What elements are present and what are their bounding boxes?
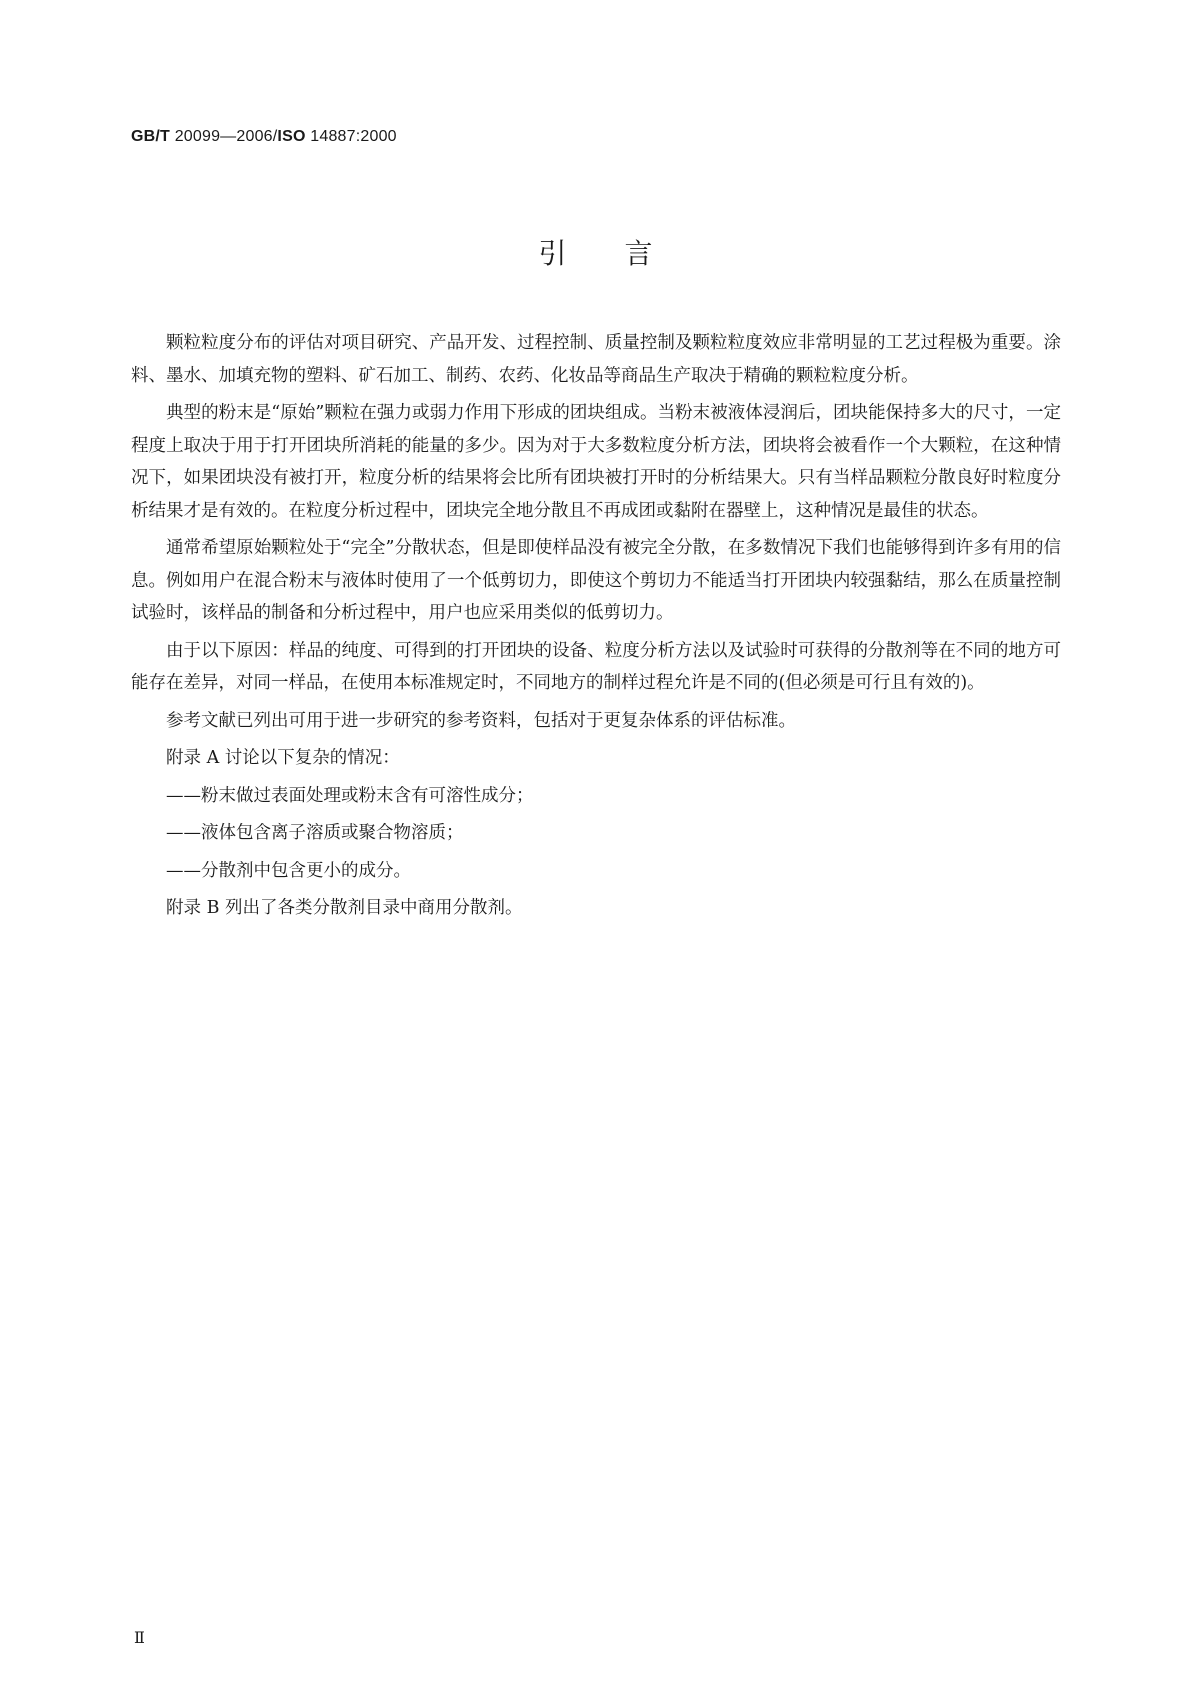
document-body (131, 327, 1061, 930)
standard-code-header (131, 128, 397, 146)
standard-code-number: 20099—2006/ (174, 128, 278, 145)
annex-a-intro: 附录 A 讨论以下复杂的情况： (166, 748, 400, 768)
paragraph-agglomerates: 典型的粉末是“原始”颗粒在强力或弱力作用下形成的团块组成。当粉末被液体浸润后，团块能保持多大的尺寸，一定程度上取决于用于打开团块所消耗的能量的多少。因为对于大多数粒度分析方法，团块将会被看作一个大颗粒，在这种情况下，如果团块没有被打开，粒度分析的结果将会比所有团块被打开时的分析结果大。只有当样品颗粒分散良好时粒度分析结果才是有效的。在粒度分析过程中，团块完全地分散且不再成团或黏附在器壁上，这种情况是最佳的状态。 (131, 403, 1061, 521)
standard-code-iso-number: 14887:2000 (310, 128, 397, 145)
page-number: Ⅱ (134, 1630, 145, 1647)
annex-a-item-smaller-components: ——分散剂中包含更小的成分。 (166, 860, 411, 881)
annex-b-text: 附录 B 列出了各类分散剂目录中商用分散剂。 (166, 898, 523, 918)
standard-code-iso: ISO (277, 128, 306, 145)
paragraph-importance: 颗粒粒度分布的评估对项目研究、产品开发、过程控制、质量控制及颗粒粒度效应非常明显的工艺过程极为重要。涂料、墨水、加填充物的塑料、矿石加工、制药、农药、化妆品等商品生产取决于精确的颗粒粒度分析。 (131, 333, 1061, 386)
page-title: 引言 (538, 237, 711, 270)
standard-code-gb: GB/T (131, 128, 171, 145)
paragraph-sample-preparation: 由于以下原因：样品的纯度、可得到的打开团块的设备、粒度分析方法以及试验时可获得的分散剂等在不同的地方可能存在差异，对同一样品，在使用本标准规定时，不同地方的制样过程允许是不同的(但必须是可行且有效的)。 (131, 640, 1061, 693)
annex-a-item-ionic-solutes: ——液体包含离子溶质或聚合物溶质； (166, 823, 464, 843)
paragraph-dispersion-state: 通常希望原始颗粒处于“完全”分散状态，但是即使样品没有被完全分散，在多数情况下我们也能够得到许多有用的信息。例如用户在混合粉末与液体时使用了一个低剪切力，即使这个剪切力不能适当打开团块内较强黏结，那么在质量控制试验时，该样品的制备和分析过程中，用户也应采用类似的低剪切力。 (131, 538, 1061, 623)
paragraph-bibliography: 参考文献已列出可用于进一步研究的参考资料，包括对于更复杂体系的评估标准。 (166, 710, 796, 731)
annex-a-item-surface-treatment: ——粉末做过表面处理或粉末含有可溶性成分； (166, 785, 534, 806)
